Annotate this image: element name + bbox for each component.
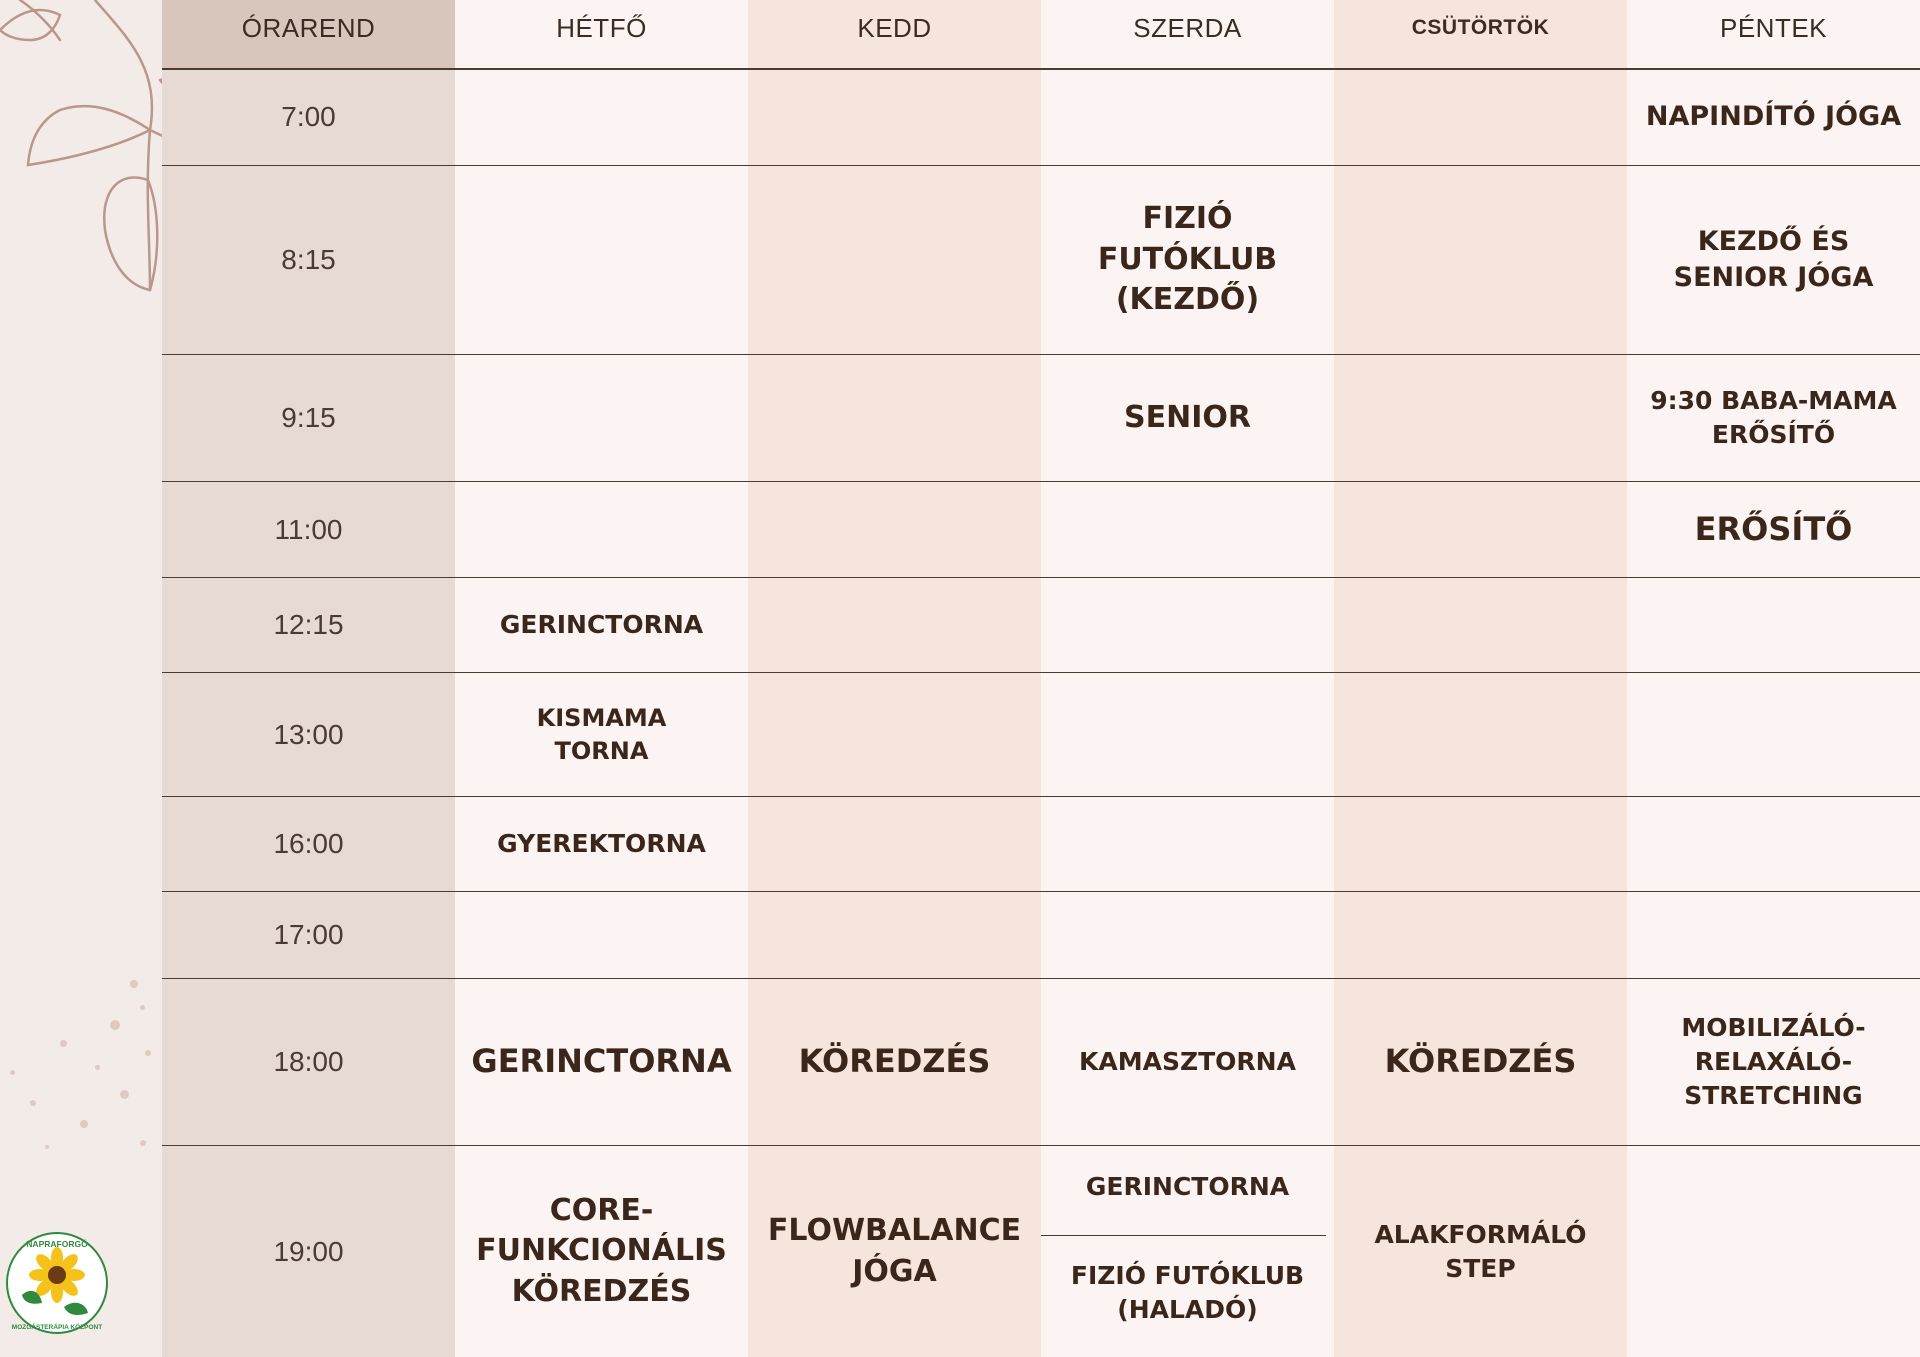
speckle-decoration [0,960,160,1160]
class-entry: GYEREKTORNA [497,829,706,859]
logo-text-bottom: MOZGÁSTERÁPIA KÖZPONT [11,1324,103,1331]
class-entry: FIZIÓ FUTÓKLUB (HALADÓ) [1070,1261,1305,1324]
time-label: 12:15 [273,609,344,640]
class-entry: SENIOR [1124,399,1251,435]
class-entry: KISMAMA TORNA [536,704,667,765]
time-label: 18:00 [273,1046,344,1077]
time-label: 9:15 [281,402,336,433]
class-entry: CORE- FUNKCIONÁLIS KÖREDZÉS [476,1192,727,1309]
class-entry: ALAKFORMÁLÓ STEP [1374,1219,1587,1283]
napraforgo-logo [2,1225,112,1345]
weekly-schedule-table [162,0,1920,1357]
class-entry: GERINCTORNA [471,1042,732,1081]
header-szerda: SZERDA [1133,12,1242,43]
time-label: 7:00 [281,101,336,132]
header-orarend: ÓRAREND [241,12,376,43]
time-label: 19:00 [273,1235,344,1267]
time-label: 16:00 [273,828,344,859]
header-pentek: PÉNTEK [1719,12,1828,43]
class-entry: GERINCTORNA [1085,1172,1290,1202]
class-entry: KÖREDZÉS [1384,1042,1577,1081]
class-entry: KAMASZTORNA [1079,1047,1296,1077]
header-hetfo: HÉTFŐ [556,12,647,43]
class-entry: FLOWBALANCE JÓGA [767,1213,1022,1289]
class-entry: 9:30 BABA-MAMA ERŐSÍTŐ [1650,386,1897,449]
cell-split-divider [1041,1235,1326,1236]
time-label: 13:00 [273,718,344,750]
class-entry: KEZDŐ ÉS SENIOR JÓGA [1673,225,1874,293]
time-label: 11:00 [274,513,343,545]
class-entry: NAPINDÍTÓ JÓGA [1645,100,1902,132]
class-entry: ERŐSÍTŐ [1694,509,1853,548]
header-csutortok: CSÜTÖRTÖK [1411,16,1550,39]
class-entry: KÖREDZÉS [798,1042,991,1081]
header-kedd: KEDD [857,12,932,43]
time-label: 17:00 [273,919,344,950]
class-entry: GERINCTORNA [499,610,704,640]
logo-text-top: NAPRAFORGÓ [26,1239,88,1249]
class-entry: FIZIÓ FUTÓKLUB (KEZDŐ) [1097,201,1278,318]
time-label: 8:15 [281,244,336,275]
class-entry: MOBILIZÁLÓ- RELAXÁLÓ- STRETCHING [1681,1013,1866,1110]
